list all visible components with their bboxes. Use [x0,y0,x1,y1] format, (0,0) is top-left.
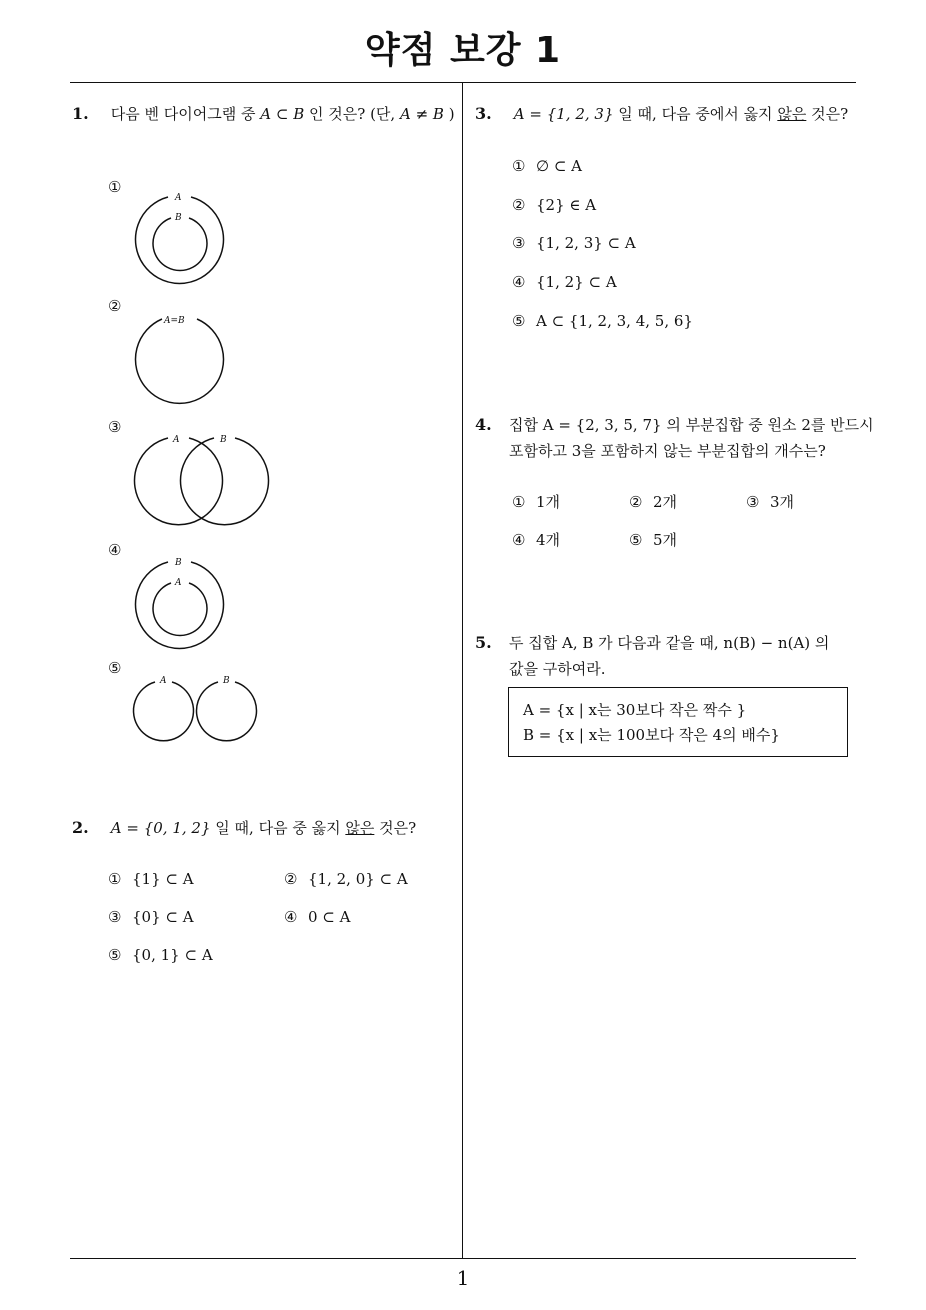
top-rule [70,82,856,83]
question-3: 3. A = {1, 2, 3} 일 때, 다음 중에서 옳지 않은 것은? [475,101,848,127]
set-label: A [160,676,167,686]
question-number: 3. [475,104,492,123]
option-item[interactable]: ④ 4개 [512,531,561,549]
question-5: 5. 두 집합 A, B 가 다음과 같을 때, n(B) − n(A) 의 값을 구하여라. [475,630,829,682]
option-item[interactable]: ② {1, 2, 0} ⊂ A [284,870,408,888]
option-marker[interactable]: ④ [108,541,122,559]
option-item[interactable]: ② {2} ∈ A [512,196,597,214]
set-label: B [220,435,227,445]
page-title: 약점 보강 1 [364,30,562,71]
question-2: 2. A = {0, 1, 2} 일 때, 다음 중 옳지 않은 것은? [72,815,416,841]
set-definition-a: A = {x | x는 30보다 작은 짝수 } [523,701,747,719]
question-number: 1. [72,104,89,123]
option-item[interactable]: ③ 3개 [746,493,795,511]
venn-diagram-2 [125,305,235,415]
option-item[interactable]: ③ {0} ⊂ A [108,908,194,926]
venn-diagram-4 [125,550,235,660]
option-marker[interactable]: ① [108,178,122,196]
option-item[interactable]: ⑤ A ⊂ {1, 2, 3, 4, 5, 6} [512,312,693,330]
option-marker[interactable]: ② [108,297,122,315]
option-item[interactable]: ① {1} ⊂ A [108,870,194,888]
option-item[interactable]: ④ {1, 2} ⊂ A [512,273,617,291]
page-number: 1 [456,1266,470,1290]
question-number: 4. [475,415,492,434]
set-label: B [175,213,182,223]
option-item[interactable]: ③ {1, 2, 3} ⊂ A [512,234,636,252]
option-item[interactable]: ① 1개 [512,493,561,511]
venn-diagram-3 [125,425,285,535]
question-number: 5. [475,633,492,652]
venn-diagram-1 [125,185,235,295]
set-label: A [175,578,182,588]
question-number: 2. [72,818,89,837]
option-item[interactable]: ⑤ {0, 1} ⊂ A [108,946,213,964]
question-4: 4. 집합 A = {2, 3, 5, 7} 의 부분집합 중 원소 2를 반드시 포함하고 3을 포함하지 않는 부분집합의 개수는? [475,412,874,464]
venn-diagram-5 [125,670,275,750]
set-definition-b: B = {x | x는 100보다 작은 4의 배수} [523,726,780,744]
set-label: B [223,676,230,686]
option-item[interactable]: ① ∅ ⊂ A [512,157,583,175]
set-label: A [175,193,182,203]
set-label: A [173,435,180,445]
option-marker[interactable]: ③ [108,418,122,436]
given-sets-box [508,687,848,757]
set-label: A=B [164,316,185,326]
column-divider [462,82,463,1258]
set-label: B [175,558,182,568]
option-marker[interactable]: ⑤ [108,659,122,677]
option-item[interactable]: ④ 0 ⊂ A [284,908,351,926]
option-item[interactable]: ② 2개 [629,493,678,511]
option-item[interactable]: ⑤ 5개 [629,531,678,549]
question-1: 1. 다음 벤 다이어그램 중 A ⊂ B 인 것은? (단, A ≠ B ) [72,101,455,127]
bottom-rule [70,1258,856,1259]
